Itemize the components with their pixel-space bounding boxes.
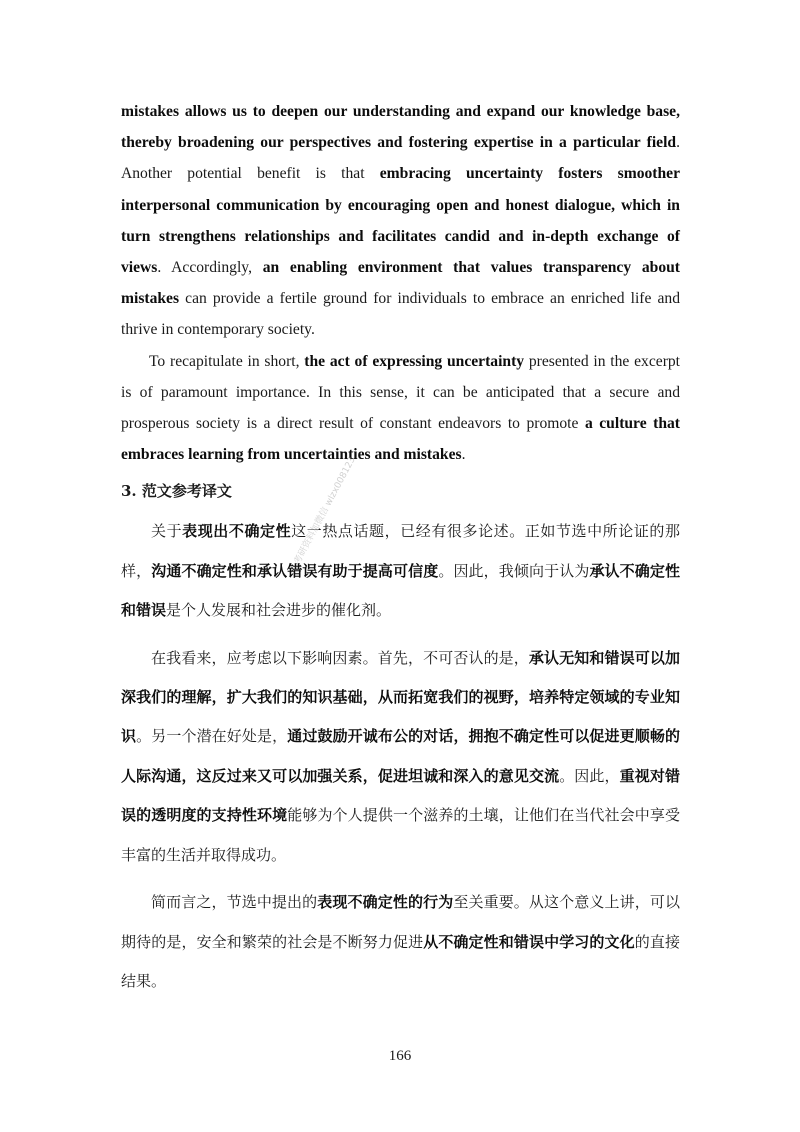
text-run: 。另一个潜在好处是， <box>136 727 288 746</box>
text-run: presented in the excerpt is of paramount importance. In this sense, it can be anticipated that a secure and prosperous society is a direct result of constant endeavors to promote <box>121 352 681 433</box>
text-run: To recapitulate in short, <box>149 352 305 370</box>
text-run: 的直接结果。 <box>121 932 680 990</box>
bold-text-run: 表现不确定性的行为 <box>317 893 454 912</box>
chinese-paragraph-1 <box>121 512 680 630</box>
watermark: 考研资料加微信 wlzx008123 <box>292 455 358 567</box>
text-run: can provide a fertile ground for individuals to embrace an enriched life and thrive in contemporary society. <box>121 290 680 339</box>
text-run: 至关重要。从这个意义上讲，可以期待的是，安全和繁荣的社会是不断努力促进 <box>121 893 680 951</box>
text-run: 在我看来，应考虑以下影响因素。首先，不可否认的是， <box>151 648 529 667</box>
text-run: . <box>461 446 466 464</box>
text-run: 简而言之，节选中提出的 <box>151 893 318 912</box>
english-paragraph-2 <box>121 346 680 471</box>
text-run: 能够为个人提供一个滋养的土壤，让他们在当代社会中享受丰富的生活并取得成功。 <box>121 806 680 864</box>
bold-text-run: an enabling environment that values transparency about mistakes <box>121 259 680 308</box>
bold-text-run: 承认无知和错误可以加深我们的理解，扩大我们的知识基础，从而拓宽我们的视野，培养特定领域的专业知识 <box>121 648 680 746</box>
bold-text-run: embracing uncertainty fosters smoother interpersonal communication by encouraging open and honest dialogue, which in turn strengthens relationships and facilitates candid and in-depth exchange of views <box>121 165 680 277</box>
page-content <box>121 96 680 1001</box>
text-run: 是个人发展和社会进步的催化剂。 <box>166 601 392 620</box>
bold-text-run: 沟通不确定性和承认错误有助于提高可信度 <box>151 561 439 580</box>
text-run: 关于 <box>151 522 183 541</box>
chinese-paragraph-2 <box>121 639 680 875</box>
text-run: 这一热点话题，已经有很多论述。正如节选中所论证的那样， <box>121 522 680 580</box>
bold-text-run: 重视对错误的透明度的支持性环境 <box>121 766 680 825</box>
text-run: . Accordingly, <box>157 259 263 277</box>
page-number: 166 <box>388 1048 412 1064</box>
bold-text-run: mistakes allows us to deepen our understanding and expand our knowledge base, thereby broadening our perspectives and fostering expertise in a particular field <box>121 103 680 152</box>
section-heading: 3. 范文参考译文 <box>121 482 232 501</box>
bold-text-run: 表现出不确定性 <box>182 522 292 541</box>
text-run: 。因此， <box>559 766 620 785</box>
english-paragraph-1 <box>121 96 680 346</box>
bold-text-run: 从不确定性和错误中学习的文化 <box>423 932 635 951</box>
bold-text-run: 承认不确定性和错误 <box>121 561 680 620</box>
text-run: 。因此，我倾向于认为 <box>438 561 590 580</box>
chinese-paragraph-3 <box>121 883 680 1001</box>
bold-text-run: 通过鼓励开诚布公的对话，拥抱不确定性可以促进更顺畅的人际沟通，这反过来又可以加强关系，促进坦诚和深入的意见交流 <box>121 727 680 785</box>
bold-text-run: the act of expressing uncertainty <box>304 352 525 370</box>
text-run: . Another potential benefit is that <box>121 134 680 183</box>
bold-text-run: a culture that embraces learning from uncertainties and mistakes <box>121 415 680 464</box>
